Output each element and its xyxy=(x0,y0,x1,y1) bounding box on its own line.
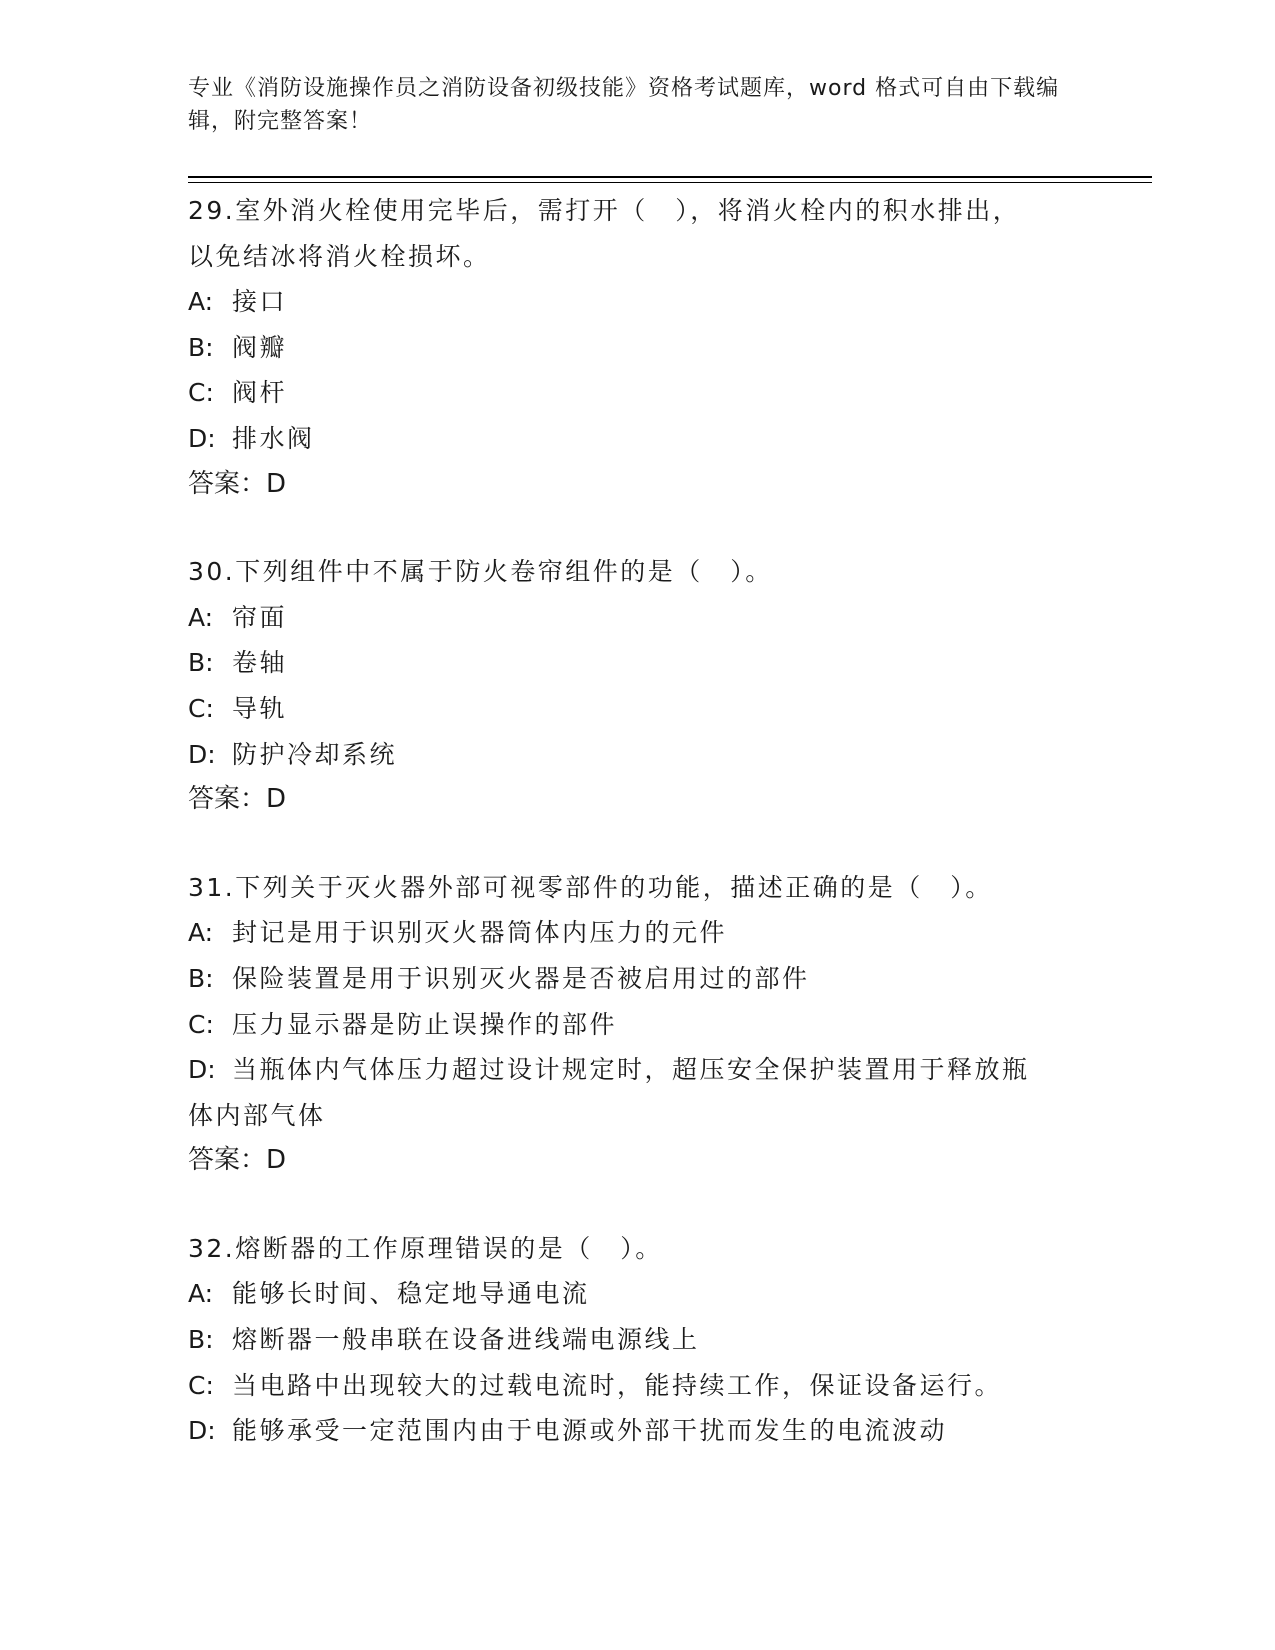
option-text: 帘面 xyxy=(232,602,288,632)
question-32 xyxy=(188,1226,1088,1454)
option-c xyxy=(188,686,1088,732)
option-a xyxy=(188,1271,1088,1317)
option-text: 接口 xyxy=(232,287,288,317)
option-letter: C: xyxy=(188,1370,214,1400)
option-text: 能够承受一定范围内由于电源或外部干扰而发生的电流波动 xyxy=(232,1416,948,1446)
option-b xyxy=(188,640,1088,686)
answer-line: 答案：D xyxy=(188,784,287,815)
option-text: 压力显示器是防止误操作的部件 xyxy=(232,1009,618,1039)
option-d xyxy=(188,732,1088,778)
option-letter: D: xyxy=(188,423,216,453)
option-b xyxy=(188,956,1088,1002)
option-letter: A: xyxy=(188,287,214,317)
option-letter: B: xyxy=(188,332,214,362)
header-rule-thin xyxy=(188,182,1152,183)
option-a xyxy=(188,279,1088,325)
option-d xyxy=(188,1047,1088,1093)
option-letter: B: xyxy=(188,648,214,678)
option-d xyxy=(188,1408,1088,1454)
answer-line: 答案：D xyxy=(188,468,287,499)
option-text: 熔断器一般串联在设备进线端电源线上 xyxy=(232,1325,700,1355)
option-letter: C: xyxy=(188,1009,214,1039)
option-d xyxy=(188,416,1088,462)
header-rule-thick xyxy=(188,176,1152,178)
question-stem: 32.熔断器的工作原理错误的是（ ）。 xyxy=(188,1233,663,1263)
option-letter: B: xyxy=(188,963,214,993)
option-letter: C: xyxy=(188,378,214,408)
option-b xyxy=(188,325,1088,371)
option-b xyxy=(188,1317,1088,1363)
question-31 xyxy=(188,865,1088,1184)
option-text: 当瓶体内气体压力超过设计规定时，超压安全保护装置用于释放瓶 xyxy=(232,1055,1030,1085)
option-a xyxy=(188,595,1088,641)
document-header: 专业《消防设施操作员之消防设备初级技能》资格考试题库，word 格式可自由下载编辑，附完整答案！ xyxy=(188,76,1060,134)
question-list xyxy=(188,188,1088,1454)
option-a xyxy=(188,910,1088,956)
option-d-continued: 体内部气体 xyxy=(188,1100,326,1130)
option-text: 能够长时间、稳定地导通电流 xyxy=(232,1279,590,1309)
question-stem: 31.下列关于灭火器外部可视零部件的功能，描述正确的是（ ）。 xyxy=(188,872,993,902)
option-letter: A: xyxy=(188,918,214,948)
answer-line: 答案：D xyxy=(188,1145,287,1176)
question-29 xyxy=(188,188,1088,507)
option-text: 阀杆 xyxy=(232,378,288,408)
option-text: 卷轴 xyxy=(232,648,288,678)
question-30 xyxy=(188,549,1088,823)
option-letter: D: xyxy=(188,1416,216,1446)
question-stem: 29.室外消火栓使用完毕后，需打开（ ），将消火栓内的积水排出， xyxy=(188,196,1021,225)
option-letter: D: xyxy=(188,739,216,769)
question-stem-continued: 以免结冰将消火栓损坏。 xyxy=(188,241,491,271)
option-c xyxy=(188,1363,1088,1409)
option-text: 阀瓣 xyxy=(232,332,288,362)
option-letter: A: xyxy=(188,1279,214,1309)
option-text: 保险装置是用于识别灭火器是否被启用过的部件 xyxy=(232,963,810,993)
option-letter: A: xyxy=(188,602,214,632)
option-text: 导轨 xyxy=(232,693,288,723)
option-text: 防护冷却系统 xyxy=(232,739,398,769)
option-letter: B: xyxy=(188,1325,214,1355)
question-stem: 30.下列组件中不属于防火卷帘组件的是（ ）。 xyxy=(188,557,773,587)
option-letter: D: xyxy=(188,1055,216,1085)
option-text: 当电路中出现较大的过载电流时，能持续工作，保证设备运行。 xyxy=(232,1370,1003,1400)
option-c xyxy=(188,370,1088,416)
option-text: 排水阀 xyxy=(232,423,315,453)
option-text: 封记是用于识别灭火器筒体内压力的元件 xyxy=(232,918,728,948)
option-letter: C: xyxy=(188,693,214,723)
option-c xyxy=(188,1002,1088,1048)
